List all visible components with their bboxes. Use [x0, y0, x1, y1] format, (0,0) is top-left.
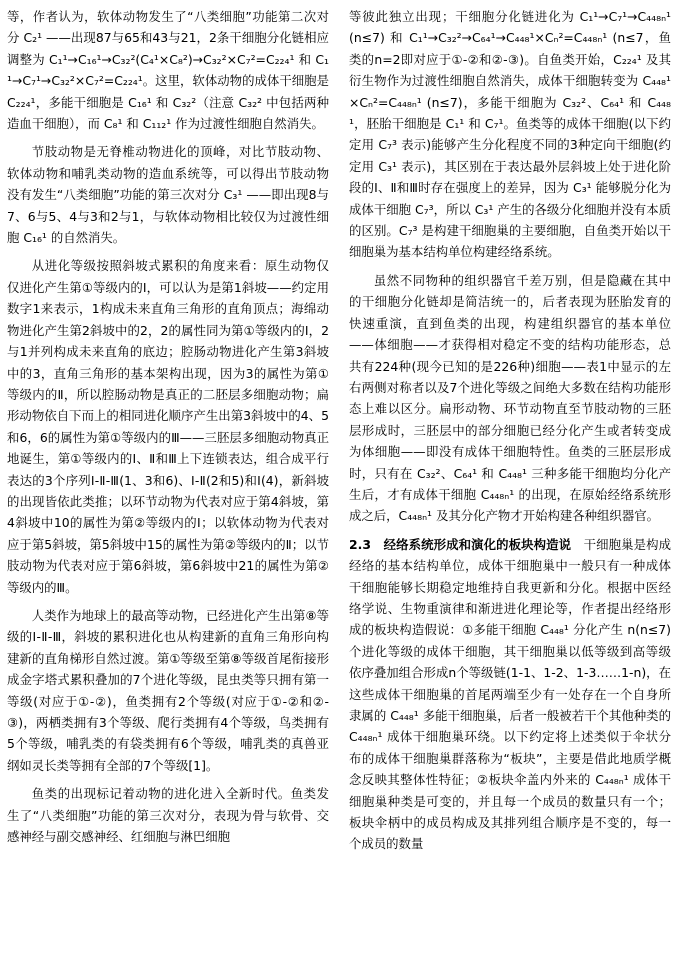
left-paragraph-3: 从进化等级按照斜坡式累积的角度来看：原生动物仅仅进化产生第①等级内的Ⅰ，可以认为是第1斜坡——约定用数字1来表示，1构成未来直角三角形的直角顶点；海绵动物进化产生第2斜坡中的2，2的属性同为第①等级内的Ⅰ，2与1并列构成未来直角的底边；腔肠动物进化产生第3斜坡中的3，直角三角形的基本架构出现，因为3的属性为第①等级内的Ⅱ，所以腔肠动物是真正的二胚层多细胞动物；扁形动物依自下而上的相同进化顺序产生出第3斜坡中的4、5和6，6的属性为第①等级内的Ⅲ——三胚层多细胞动物真正地诞生，第①等级内的Ⅰ、Ⅱ和Ⅲ上下连锁表达，组合成平行表达的3个序列Ⅰ-Ⅱ-Ⅲ(1、3和6)、Ⅰ-Ⅱ(2和5)和Ⅰ(4)，新斜坡的出现皆依此类推；以环节动物为代表对应于第4斜坡，第4斜坡中10的属性为第②等级内的Ⅰ；以软体动物为代表对应于第5斜坡，第5斜坡中15的属性为第②等级内的Ⅱ；以节肢动物为代表对应于第6斜坡，第6斜坡中21的属性为第②等级内的Ⅲ。: [7, 258, 329, 595]
right-paragraph-1: 等彼此独立出现；干细胞分化链进化为 C₁¹→C₇¹→C₄₄₈ₙ¹ (n≤7) 和 C₁¹→C₃₂²→C₆₄¹→C₄₄₈¹×Cₙ²=C₄₄₈ₙ¹ (n≤7，鱼类的n=2即对应于①-②和②-③)。自鱼类开始，C₂₂₄¹ 及其衍生物作为过渡性细胞自然消失，成体干细胞转变为 C₄₄₈¹×Cₙ²=C₄₄₈ₙ¹ (n≤7)，多能干细胞为 C₃₂²、C₆₄¹ 和 C₄₄₈¹，胚胎干细胞是 C₁¹ 和 C₇¹。鱼类等的成体干细胞(以下约定用 C₇³ 表示)能够产生分化程度不同的3种定向干细胞(约定用 C₃¹ 表示)，其区别在于表达最外层斜坡上处于进化阶段的Ⅰ、Ⅱ和Ⅲ时存在强度上的差异，因为 C₃¹ 能够脱分化为成体干细胞 C₇³，所以 C₃¹ 产生的各级分化细胞并没有本质的区别。C₇³ 是构建干细胞巢的主要细胞，自鱼类开始以干细胞巢为基本结构单位构建经络系统。: [349, 9, 671, 260]
right-column: [349, 6, 671, 862]
left-paragraph-5: 鱼类的出现标记着动物的进化进入全新时代。鱼类发生了“八类细胞”功能的第三次对分，表现为骨与软骨、交感神经与副交感神经、红细胞与淋巴细胞: [7, 786, 329, 845]
section-2-3-body: 干细胞巢是构成经络的基本结构单位，成体干细胞巢中一般只有一种成体干细胞能够长期稳定地维持自我更新和分化。根据中医经络学说、生物重演律和渐进进化理论等，作者提出经络形成的板块构造假说：①多能干细胞 C₄₄₈¹ 分化产生 n(n≤7) 个进化等级的成体干细胞，其干细胞巢以低等级到高等级依序叠加组合形成n个等级链(1-1、1-2、1-3……1-n)，在这些成体干细胞巢的首尾两端至少有一处存在一个自身所隶属的 C₄₄₈¹ 多能干细胞巢，后者一般被若干个其他种类的 C₄₄₈ₙ¹ 成体干细胞巢环绕。以下约定将上述类似于伞状分布的成体干细胞巢群落称为“板块”，主要是借此地质学概念反映其整体性特征；②板块伞盖内外来的 C₄₄₈ₙ¹ 成体干细胞巢种类是可变的，并且每一个成员的数量只有一个；板块伞柄中的成员构成及其排列组合顺序是不变的，每一个成员的数量: [349, 536, 671, 852]
left-paragraph-4: 人类作为地球上的最高等动物，已经进化产生出第⑧等级的Ⅰ-Ⅱ-Ⅲ，斜坡的累积进化也从构建新的直角三角形向构建新的直角梯形自然过渡。第①等级至第⑧等级首尾衔接形成金字塔式累积叠加的7个进化等级，昆虫类等只拥有第一等级(对应于①-②)，鱼类拥有2个等级(对应于①-②和②-③)，两栖类拥有3个等级、爬行类拥有4个等级，鸟类拥有5个等级，哺乳类的有袋类拥有6个等级，哺乳类的真兽亚纲如灵长类等拥有全部的7个等级[1]。: [7, 607, 329, 773]
left-paragraph-2: 节肢动物是无脊椎动物进化的顶峰，对比节肢动物、软体动物和哺乳类动物的造血系统等，可以得出节肢动物没有发生“八类细胞”功能的第三次对分 C₃¹ ——即出现8与7、6与5、4与3和2与1，与软体动物相比较仅为过渡性细胞 C₁₆¹ 的自然消失。: [7, 144, 329, 246]
right-paragraph-3: [349, 534, 671, 855]
left-column: [7, 6, 329, 854]
right-paragraph-2: 虽然不同物种的组织器官千差万别，但是隐藏在其中的干细胞分化链却是简洁统一的，后者表现为胚胎发育的快速重演，直到鱼类的出现，构建组织器官的基本单位——体细胞——才获得相对稳定不变的结构功能形态，总共有224种(现今已知的是226种)细胞——表1中显示的左右两侧对称者以及7个进化等级之间绝大多数在结构功能形态上难以区分。扁形动物、环节动物直至节肢动物的三胚层形成时，三胚层中的部分细胞已经分化产生或者转变成为体细胞——即没有成体干细胞特性。鱼类的三胚层形成时，只有在 C₃₂²、C₆₄¹ 和 C₄₄₈¹ 三种多能干细胞均分化产生后，才有成体干细胞 C₄₄₈ₙ¹ 的出现，在原始经络系统形成之后，C₄₄₈ₙ¹ 及其分化产物才开始构建各种组织器官。: [349, 272, 671, 524]
section-heading-2-3: 2.3 经络系统形成和演化的板块构造说: [349, 536, 572, 552]
left-paragraph-1: 等，作者认为，软体动物发生了“八类细胞”功能第二次对分 C₂¹ ——出现87与65和43与21，2条干细胞分化链相应调整为 C₁¹→C₁₆¹→C₃₂²(C₄¹×C₈²)→C₃₂²×C₇²=C₂₂₄¹ 和 C₁¹→C₇¹→C₃₂²×C₇²=C₂₂₄¹。这里，软体动物的成体干细胞是 C₂₂₄¹，多能干细胞是 C₁₆¹ 和 C₃₂²（注意 C₃₂² 中包括两种造血干细胞），而 C₈¹ 和 C₁₁₂¹ 作为过渡性细胞自然消失。: [7, 9, 329, 132]
